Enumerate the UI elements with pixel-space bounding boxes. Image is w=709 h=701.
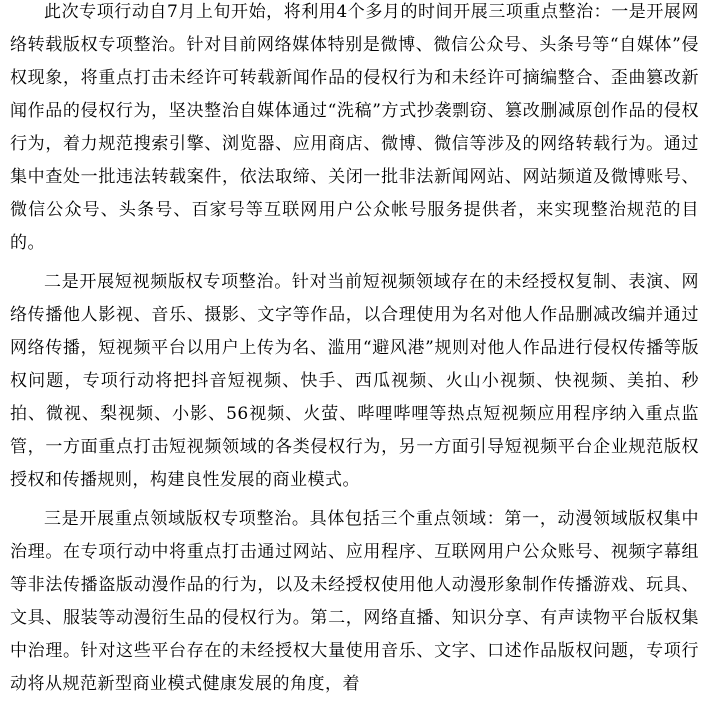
paragraph-short-video-crackdown: 二是开展短视频版权专项整治。针对当前短视频领域存在的未经授权复制、表演、网络传播他人影视、音乐、摄影、文字等作品，以合理使用为名对他人作品删减改编并通过网络传播，短视频平台以用户上传为名、滥用“避风港”规则对他人作品进行侵权传播等版权问题，专项行动将把抖音短视频、快手、西瓜视频、火山小视频、快视频、美拍、秒拍、微视、梨视频、小影、56视频、火萤、哔哩哔哩等热点短视频应用程序纳入重点监管，一方面重点打击短视频领域的各类侵权行为，另一方面引导短视频平台企业规范版权授权和传播规则，构建良性发展的商业模式。: [10, 272, 699, 490]
paragraph-key-areas-crackdown: 三是开展重点领域版权专项整治。具体包括三个重点领域：第一，动漫领域版权集中治理。在专项行动中将重点打击通过网站、应用程序、互联网用户公众账号、视频字幕组等非法传播盗版动漫作品的行为，以及未经授权使用他人动漫形象制作传播游戏、玩具、文具、服装等动漫衍生品的侵权行为。第二，网络直播、知识分享、有声读物平台版权集中治理。针对这些平台存在的未经授权大量使用音乐、文字、口述作品版权问题，专项行动将从规范新型商业模式健康发展的角度，着: [10, 509, 699, 694]
paragraph-network-repost-crackdown: 此次专项行动自7月上旬开始，将利用4个多月的时间开展三项重点整治：一是开展网络转载版权专项整治。针对目前网络媒体特别是微博、微信公众号、头条号等“自媒体”侵权现象，将重点打击未经许可转载新闻作品的侵权行为和未经许可摘编整合、歪曲篡改新闻作品的侵权行为，坚决整治自媒体通过“洗稿”方式抄袭剽窃、篡改删减原创作品的侵权行为，着力规范搜索引擎、浏览器、应用商店、微博、微信等涉及的网络转载行为。通过集中查处一批违法转载案件，依法取缔、关闭一批非法新闻网站、网站频道及微博账号、微信公众号、头条号、百家号等互联网用户公众帐号服务提供者，来实现整治规范的目的。: [10, 2, 699, 253]
